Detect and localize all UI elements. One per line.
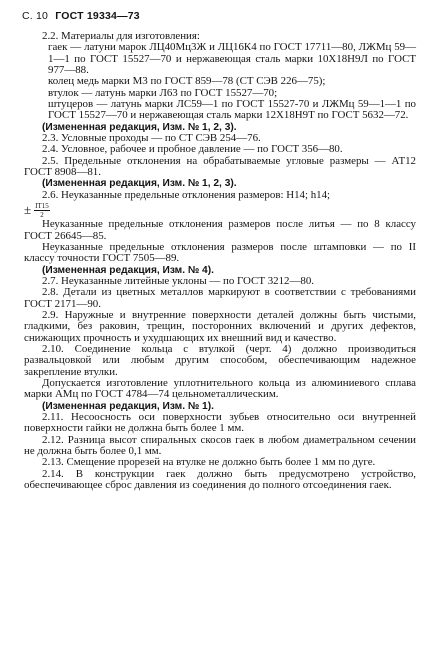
- paragraph: Неуказанные предельные отклонения размеров после литья — по 8 классу ГОСТ 26645—85.: [24, 218, 416, 242]
- document-body: [24, 31, 416, 491]
- paragraph: штуцеров — латунь марки ЛС59—1 по ГОСТ 15527-70 и ЛЖМц 59—1—1 по ГОСТ 15527—70 и нержавеющая сталь марки 12Х18Н9Т по ГОСТ 5632—72.: [48, 98, 416, 122]
- fraction-denominator: 2: [40, 210, 44, 219]
- paragraph: 2.4. Условное, рабочее и пробное давление — по ГОСТ 356—80.: [42, 143, 343, 156]
- paragraph: 2.3. Условные проходы — по СТ СЭВ 254—76.: [42, 132, 261, 145]
- paragraph: 2.14. В конструкции гаек должно быть предусмотрено устройство, обеспечивающее сброс давления из соединения до полного отсоединения гаек.: [24, 467, 416, 492]
- revision-note: (Измененная редакция, Изм. № 4).: [42, 264, 214, 276]
- tolerance-fraction: [24, 201, 416, 219]
- fraction-numerator: IT15: [35, 201, 49, 210]
- paragraph: 2.13. Смещение прорезей на втулке не должно быть более 1 мм по дуге.: [42, 456, 376, 469]
- paragraph: 2.5. Предельные отклонения на обрабатываемые угловые размеры — АТ12 ГОСТ 8908—81.: [24, 154, 416, 179]
- page-number: С. 10: [22, 10, 49, 22]
- paragraph: Допускается изготовление уплотнительного кольца из алюминиевого сплава марки АМц по ГОСТ 4784—74 цельнометаллическим.: [24, 376, 416, 401]
- text-block-2: [24, 219, 416, 491]
- paragraph: колец медь марки М3 по ГОСТ 859—78 (СТ СЭВ 226—75);: [48, 75, 326, 88]
- revision-note: (Измененная редакция, Изм. № 1).: [42, 400, 214, 412]
- page-header: [22, 10, 140, 22]
- paragraph: втулок — латунь марки Л63 по ГОСТ 15527—70;: [48, 86, 278, 99]
- paragraph: 2.10. Соединение кольца с втулкой (черт. 4) должно производиться развальцовкой или любым другим способом, обеспечивающим надежное закрепление втулки.: [24, 342, 416, 378]
- paragraph: Неуказанные предельные отклонения размеров после штамповки — по II классу точности ГОСТ 7505—89.: [24, 240, 416, 265]
- paragraph: 2.12. Разница высот спиральных скосов гаек в любом диаметральном сечении не должна быть более 0,1 мм.: [24, 433, 416, 458]
- revision-note: (Измененная редакция, Изм. № 1, 2, 3).: [42, 121, 237, 133]
- plus-minus-sign: ±: [24, 202, 32, 218]
- standard-title: ГОСТ 19334—73: [55, 10, 140, 22]
- fraction: [34, 202, 50, 219]
- paragraph: 2.11. Несоосность оси поверхности зубьев относительно оси внутренней поверхности гайки не должна быть более 1 мм.: [24, 411, 416, 435]
- paragraph: гаек — латуни марок ЛЦ40Мц3Ж и ЛЦ16К4 по ГОСТ 17711—80, ЛЖМц 59—1—1 по ГОСТ 15527—70 и нержавеющая сталь марки 10Х18Н9Л по ГОСТ 977—88.: [48, 41, 416, 77]
- paragraph: 2.9. Наружные и внутренние поверхности деталей должны быть чистыми, гладкими, без раковин, трещин, посторонних включений и других дефектов, снижающих прочность и ухудшающих их внешний вид и качество.: [24, 308, 416, 344]
- paragraph: 2.8. Детали из цветных металлов маркируют в соответствии с требованиями ГОСТ 2171—90.: [24, 286, 416, 310]
- paragraph: 2.2. Материалы для изготовления:: [42, 30, 200, 42]
- paragraph: 2.7. Неуказанные литейные уклоны — по ГОСТ 3212—80.: [42, 274, 314, 287]
- paragraph: 2.6. Неуказанные предельные отклонения размеров: Н14; h14;: [42, 188, 331, 201]
- text-block-1: [24, 31, 416, 201]
- revision-note: (Измененная редакция, Изм. № 1, 2, 3).: [42, 178, 237, 190]
